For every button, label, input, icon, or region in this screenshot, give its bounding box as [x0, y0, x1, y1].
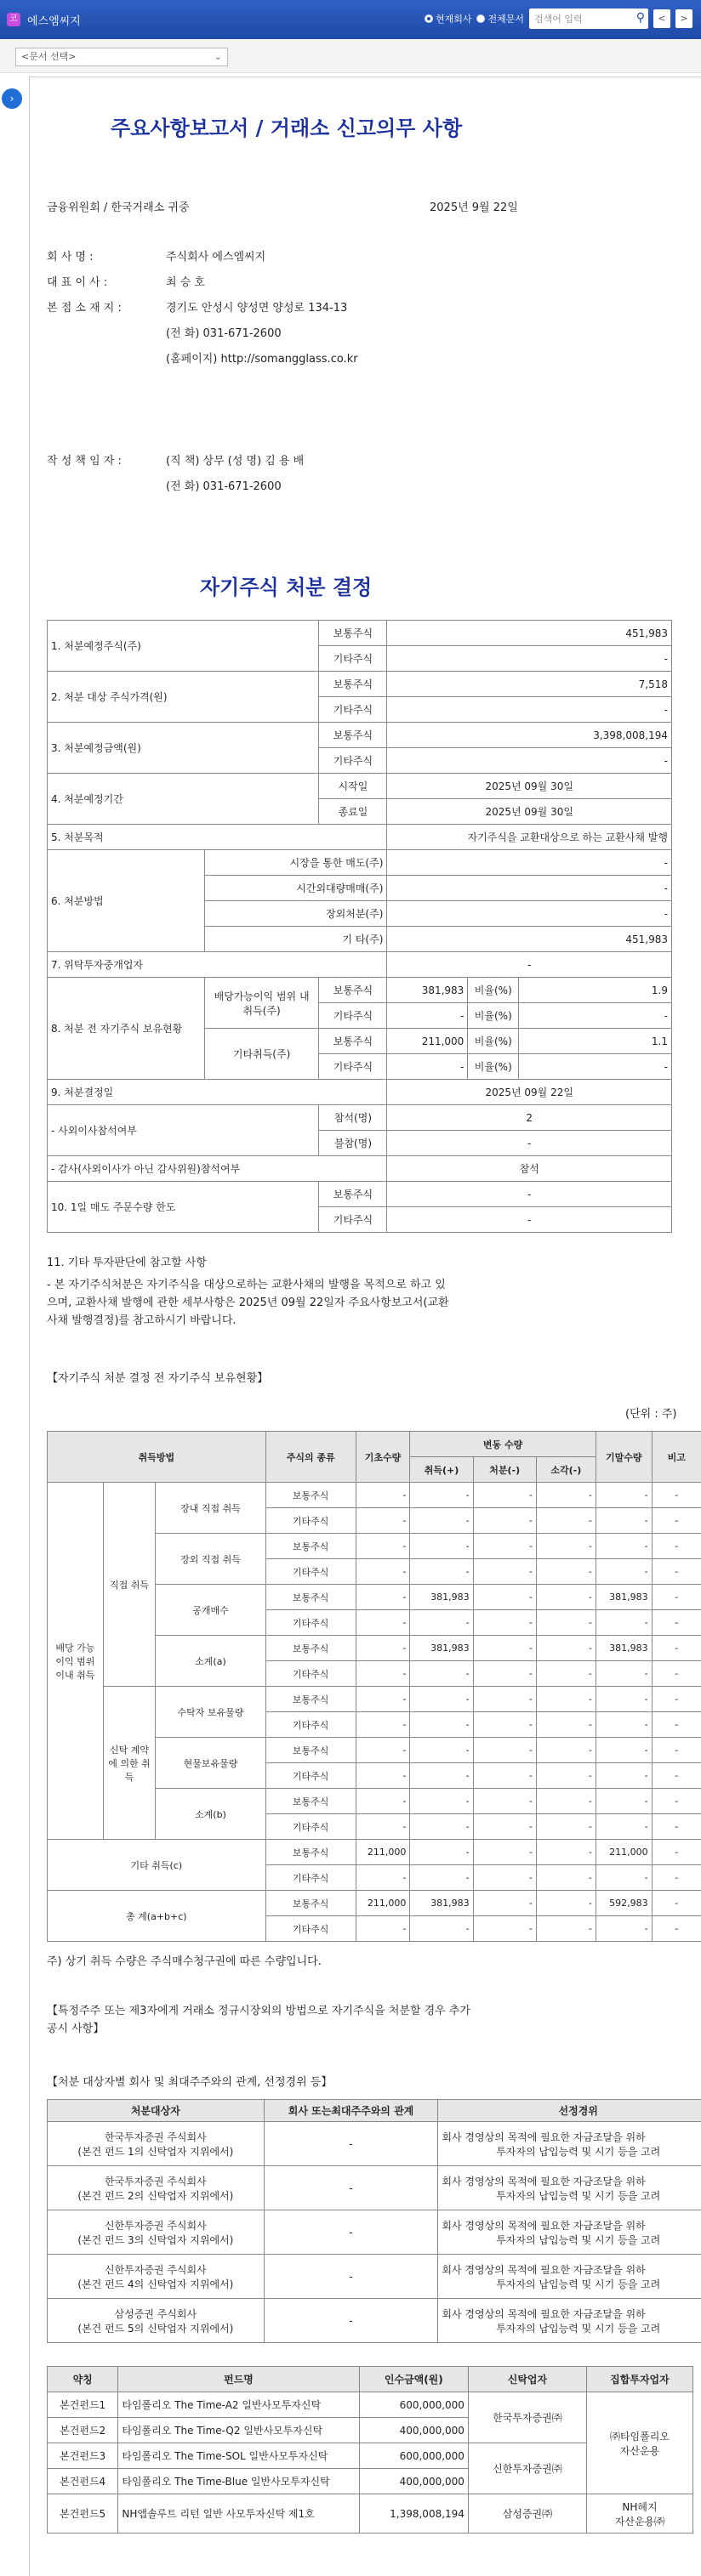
address-label: 본 점 소 재 지 : [47, 302, 122, 315]
table-row: 본건펀드3 타임폴리오 The Time-SOL 일반사모투자신탁 600,000,000 신한투자증권㈜ [48, 2443, 693, 2469]
table-row: 기타주식 - - - - - - [48, 1559, 701, 1585]
footnote: 주) 상기 취득 수량은 주식매수청구권에 따른 수량입니다. [47, 1955, 322, 1968]
table-row: 기타주식 - [48, 1207, 672, 1233]
table-row: 총 계(a+b+c) 보통주식 211,000 381,983 - - 592,983 - [48, 1891, 701, 1916]
table-row: 기타 취득(c) 보통주식 211,000 - - - 211,000 - [48, 1840, 701, 1865]
table-row: 본건펀드4 타임폴리오 The Time-Blue 일반사모투자신탁 400,000,000 [48, 2469, 693, 2494]
prev-button[interactable]: < [653, 9, 670, 28]
ceo-name: 최 승 호 [166, 276, 205, 289]
writer: (직 책) 상무 (성 명) 김 용 배 [166, 455, 305, 468]
special-note-line2: 공시 사항】 [47, 2023, 105, 2035]
ceo-label: 대 표 이 사 : [47, 276, 108, 289]
table-row: 기타주식 - - - - - - [48, 1508, 701, 1534]
document-content [29, 77, 701, 2576]
table-row: 시간외대량매매(주) - [48, 876, 672, 901]
app-logo-icon: 코 [7, 13, 20, 26]
table-row: 4. 처분예정기간 시작일 2025년 09월 30일 [48, 774, 672, 799]
table-row: 불참(명) - [48, 1131, 672, 1156]
table-row: 10. 1일 매도 주문수량 한도 보통주식 - [48, 1182, 672, 1207]
table-row: 한국투자증권 주식회사 (본건 펀드 1의 신탁업자 지위에서) - 회사 경영상의 목적에 필요한 자금조달을 위하 투자자의 납입능력 및 시기 등을 고려 [48, 2122, 701, 2166]
table-row: 본건펀드5 NH앱솔루트 리턴 일반 사모투자신탁 제1호 1,398,008,194 삼성증권㈜ NH헤지 자산운용㈜ [48, 2494, 693, 2533]
note-11-line3: 사채 발행결정)를 참고하시기 바랍니다. [47, 1314, 237, 1327]
table-row: 기타주식 - - - - - - [48, 1916, 701, 1942]
app-title: 에스엠씨지 [27, 14, 81, 28]
table-row: 5. 처분목적 자기주식을 교환대상으로 하는 교환사채 발행 [48, 825, 672, 850]
table-row: 8. 처분 전 자기주식 보유현황 배당가능이익 범위 내 취득(주) 보통주식 381,983 비율(%) 1.9 [48, 978, 672, 1003]
relation-title: 【처분 대상자별 회사 및 최대주주와의 관계, 선정경위 등】 [47, 2076, 333, 2089]
radio-off-icon [476, 14, 485, 23]
table-row: 배당 가능 이익 범위 이내 취득 직접 취득 장내 직접 취득 보통주식 - - - - - - [48, 1483, 701, 1508]
table-row: 기타주식 - - - - - - [48, 1610, 701, 1636]
document-select[interactable]: <문서 선택> ⌄ [15, 48, 228, 66]
table-row: 삼성증권 주식회사 (본건 펀드 5의 신탁업자 지위에서) - 회사 경영상의 목적에 필요한 자금조달을 위하 투자자의 납입능력 및 시기 등을 고려 [48, 2299, 701, 2343]
report-recipient: 금융위원회 / 한국거래소 귀중 [47, 201, 190, 214]
unit-label: (단위 : 주) [625, 1408, 677, 1421]
table-row: 기 타(주) 451,983 [48, 927, 672, 952]
chevron-down-icon: ⌄ [214, 51, 222, 62]
table-row: 공개매수 보통주식 - 381,983 - - 381,983 - [48, 1585, 701, 1610]
search-icon[interactable]: ⚲ [635, 11, 645, 25]
table-row: 장외 직접 취득 보통주식 - - - - - - [48, 1534, 701, 1559]
table-row: 소계(a) 보통주식 - 381,983 - - 381,983 - [48, 1636, 701, 1661]
homepage: (홈페이지) http://somangglass.co.kr [166, 353, 358, 366]
writer-label: 작 성 책 임 자 : [47, 455, 122, 468]
table-row: 기타주식 - [48, 646, 672, 672]
table-row: 신한투자증권 주식회사 (본건 펀드 3의 신탁업자 지위에서) - 회사 경영상의 목적에 필요한 자금조달을 위하 투자자의 납입능력 및 시기 등을 고려 [48, 2210, 701, 2255]
table-row: 기타주식 - 비율(%) - [48, 1003, 672, 1029]
table-row: 기타주식 - - - - - - [48, 1865, 701, 1891]
table-row: 기타주식 - - - - - - [48, 1814, 701, 1840]
report-title: 주요사항보고서 / 거래소 신고의무 사항 [111, 116, 463, 140]
table-row: 종료일 2025년 09월 30일 [48, 799, 672, 825]
table-row: 기타주식 - - - - - - [48, 1763, 701, 1789]
table-row: 7. 위탁투자중개업자 - [48, 952, 672, 978]
section-title: 자기주식 처분 결정 [200, 575, 373, 599]
radio-current-company[interactable]: 현재회사 [425, 12, 472, 26]
table-row: 1. 처분예정주식(주) 보통주식 451,983 [48, 621, 672, 646]
table-row: 기타취득(주) 보통주식 211,000 비율(%) 1.1 [48, 1029, 672, 1054]
radio-all-docs[interactable]: 전체문서 [476, 12, 524, 26]
disposal-table [47, 620, 672, 1233]
table-row: 본건펀드2 타임폴리오 The Time-Q2 일반사모투자신탁 400,000,000 [48, 2418, 693, 2443]
table-row: 장외처분(주) - [48, 901, 672, 927]
company-label: 회 사 명 : [47, 251, 94, 264]
table-row: 3. 처분예정금액(원) 보통주식 3,398,008,194 [48, 723, 672, 748]
next-button[interactable]: > [675, 9, 692, 28]
sub-bar [0, 39, 701, 73]
special-note-line1: 【특정주주 또는 제3자에게 거래소 정규시장외의 방법으로 자기주식을 처분할 경우 추가 [47, 2005, 470, 2017]
relation-table: 처분대상자 회사 또는최대주주와의 관계 선정경위 한국투자증권 주식회사 (본건 펀드 1의 신탁업자 지위에서) - 회사 경영상의 목적에 필요한 자금조달을 위하 투자자의 납입능력 및 시기 등을 고려 한국투자증권 주식회사 (본건 펀드 2의 신탁업자 지위에서) - 회사 경영상의 목적에 필요한 자금조달을 위하 투자자의 납입능력 및 시기 등을 고려 신한투자증권 주식회사 (본건 펀드 3의 신탁업자 지위에서) - 회사 경영상의 목적에 필요한 자금조달을 위하 투자자의 납입능력 및 시기 등을 고려 신한투자증권 주식회사 (본건 펀드 4의 신탁업자 지위에서) - 회사 경영상의 목적에 필요한 자금조달을 위하 투자자의 납입능력 및 시기 등을 고려 삼성증권 주식회사 (본건 펀드 5의 신탁업자 지위에서) - 회사 경영상의 목적에 필요한 자금조달을 위하 투자자의 납입능력 및 시기 등을 고려 [47, 2099, 701, 2343]
table-row: 신한투자증권 주식회사 (본건 펀드 4의 신탁업자 지위에서) - 회사 경영상의 목적에 필요한 자금조달을 위하 투자자의 납입능력 및 시기 등을 고려 [48, 2255, 701, 2299]
sidebar-toggle-button[interactable]: › [2, 88, 22, 109]
funds-table: 약칭 펀드명 인수금액(원) 신탁업자 집합투자업자 본건펀드1 타임폴리오 The Time-A2 일반사모투자신탁 600,000,000 한국투자증권㈜ ㈜타임폴리오 자산운용 본건펀드2 타임폴리오 The Time-Q2 일반사모투자신탁 400,000,000 본건펀드3 타임폴리오 The Time-SOL 일반사모투자신탁 600,000,000 신한투자증권㈜ 본건펀드4 타임폴리오 The Time-Blue 일반사모투자신탁 400,000,000 본건펀드5 NH앱솔루트 리턴 일반 사모투자신탁 제1호 1,398,008,194 삼성증권㈜ NH헤지 자산운용㈜ [47, 2366, 693, 2533]
table-row: 기타주식 - [48, 748, 672, 774]
table-row: 현물보유물량 보통주식 - - - - - - [48, 1738, 701, 1763]
search-area [425, 9, 692, 29]
holding-title: 【자기주식 처분 결정 전 자기주식 보유현황】 [47, 1372, 269, 1385]
writer-phone: (전 화) 031-671-2600 [166, 480, 282, 493]
note-11-title: 11. 기타 투자판단에 참고할 사항 [47, 1257, 207, 1269]
search-input[interactable]: 검색어 입력 ⚲ [529, 9, 648, 29]
table-row: 본건펀드1 타임폴리오 The Time-A2 일반사모투자신탁 600,000,000 한국투자증권㈜ ㈜타임폴리오 자산운용 [48, 2392, 693, 2418]
table-row: - 사외이사참석여부 참석(명) 2 [48, 1105, 672, 1131]
report-date: 2025년 9월 22일 [430, 201, 518, 214]
table-row: 6. 처분방법 시장을 통한 매도(주) - [48, 850, 672, 876]
table-row: 2. 처분 대상 주식가격(원) 보통주식 7,518 [48, 672, 672, 697]
holding-table: 취득방법 주식의 종류 기초수량 변동 수량 기말수량 비고 취득(+) 처분(-) 소각(-) 배당 가능 이익 범위 이내 취득 직접 취득 장내 직접 취득 보통주식 - - - - - - 기타주식 - - - - - - 장외 직접 취득 보통주식 - - - - - - 기타주식 - - - - - - 공개매수 보통주식 - 381,983 - - 381,983 - 기타주식 - - - - - - 소계(a) 보통주식 - 381,983 - - 381,983 - 기타주식 - - - - - - 신탁 계약에 의한 취득 수탁자 보유물량 보통주식 - - - - - - 기타주식 - - - - - - 현물보유물량 보통주식 - - - - - - 기타주식 - - - - - - 소계(b) 보통주식 - - - - - - 기타주식 - - - - - - 기타 취득(c) 보통주식 211,000 - - - 211,000 - 기타주식 - - - - - - 총 계(a+b+c) 보통주식 211,000 381,983 - - 592,983 - 기타주식 - - - - - - [47, 1431, 701, 1942]
top-bar [0, 0, 701, 39]
address: 경기도 안성시 양성면 양성로 134-13 [166, 302, 348, 315]
table-row: 기타주식 - - - - - - [48, 1712, 701, 1738]
table-row: 소계(b) 보통주식 - - - - - - [48, 1789, 701, 1814]
note-11-line2: 으며, 교환사채 발행에 관한 세부사항은 2025년 09월 22일자 주요사항보고서(교환 [47, 1297, 449, 1309]
radio-on-icon [425, 14, 433, 23]
note-11-line1: - 본 자기주식처분은 자기주식을 대상으로하는 교환사채의 발행을 목적으로 하고 있 [47, 1279, 446, 1291]
table-row: 기타주식 - [48, 697, 672, 723]
company-name: 주식회사 에스엠씨지 [166, 251, 266, 264]
table-row: 기타주식 - - - - - - [48, 1661, 701, 1687]
table-row: 신탁 계약에 의한 취득 수탁자 보유물량 보통주식 - - - - - - [48, 1687, 701, 1712]
phone: (전 화) 031-671-2600 [166, 327, 282, 340]
table-row: 한국투자증권 주식회사 (본건 펀드 2의 신탁업자 지위에서) - 회사 경영상의 목적에 필요한 자금조달을 위하 투자자의 납입능력 및 시기 등을 고려 [48, 2166, 701, 2210]
table-row: - 감사(사외이사가 아닌 감사위원)참석여부 참석 [48, 1156, 672, 1182]
table-row: 9. 처분결정일 2025년 09월 22일 [48, 1080, 672, 1105]
table-row: 기타주식 - 비율(%) - [48, 1054, 672, 1080]
